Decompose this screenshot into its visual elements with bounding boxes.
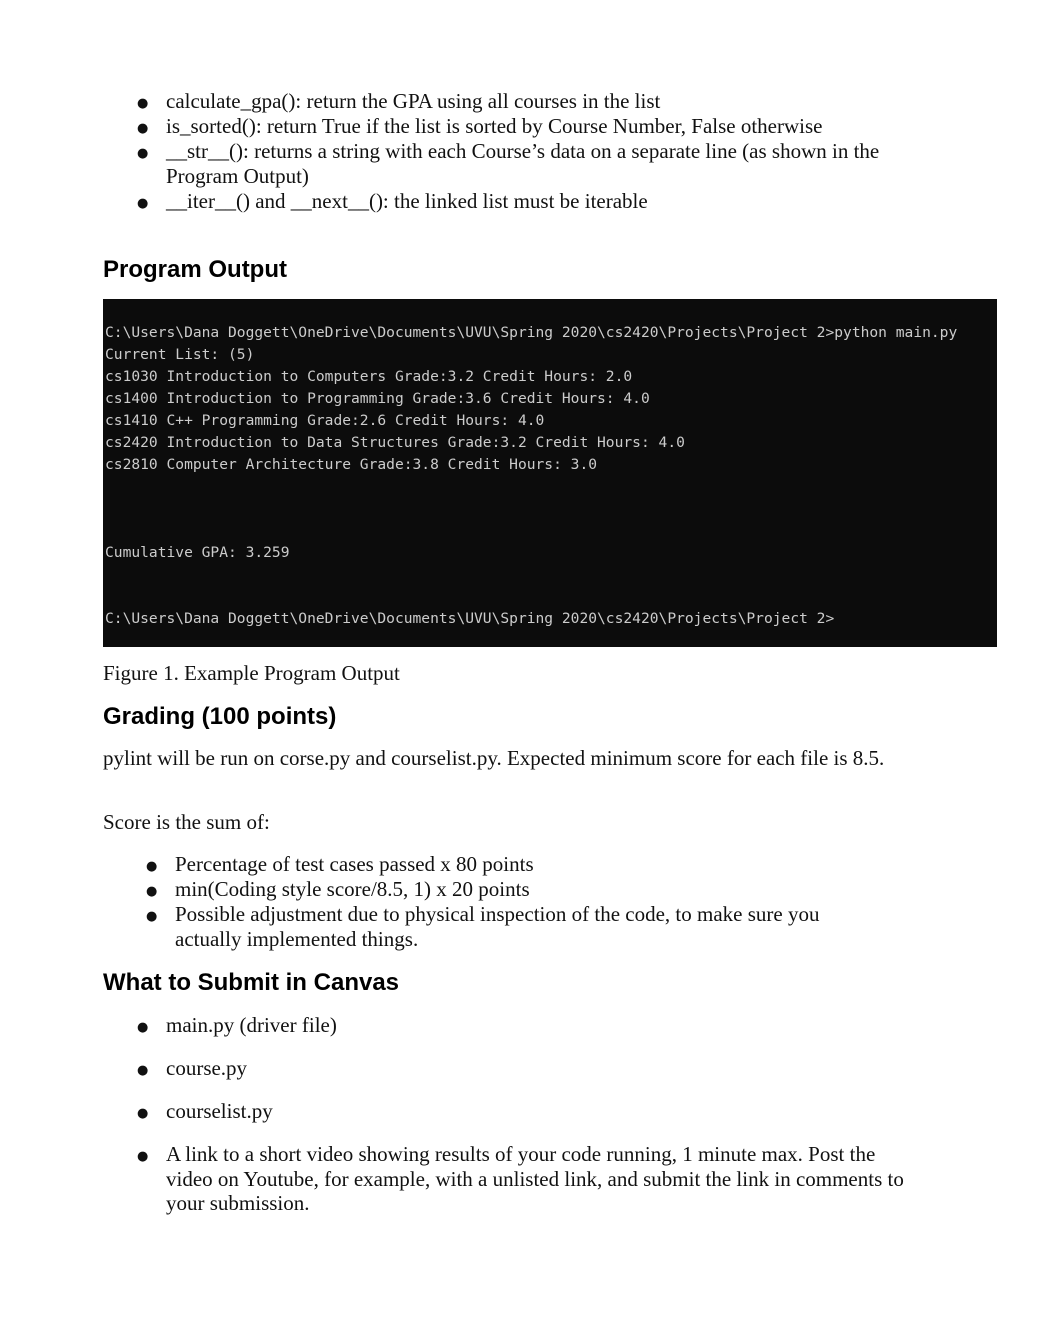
pylint-paragraph: pylint will be run on corse.py and courselist.py. Expected minimum score for each file is 8.5. [103, 746, 885, 770]
terminal-line: C:\Users\Dana Doggett\OneDrive\Documents\UVU\Spring 2020\cs2420\Projects\Project 2>python main.py [105, 324, 958, 341]
section-heading-grading: Grading (100 points) [103, 703, 337, 730]
section-heading-submit: What to Submit in Canvas [103, 969, 400, 996]
bullet-icon: ● [146, 909, 158, 924]
list-item [146, 877, 926, 902]
bullet-icon: ● [137, 1106, 149, 1121]
list-item-text: min(Coding style score/8.5, 1) x 20 points [175, 877, 530, 901]
terminal-line: cs1400 Introduction to Programming Grade:3.6 Credit Hours: 4.0 [105, 390, 650, 407]
list-item-text: Percentage of test cases passed x 80 points [175, 852, 534, 876]
list-item-text: is_sorted(): return True if the list is sorted by Course Number, False otherwise [166, 114, 823, 138]
score-intro: Score is the sum of: [103, 810, 270, 834]
list-item [146, 852, 926, 877]
terminal-line: cs1410 C++ Programming Grade:2.6 Credit Hours: 4.0 [105, 412, 545, 429]
grading-list [146, 852, 926, 951]
method-list [137, 89, 937, 214]
list-item-text: __iter__() and __next__(): the linked list must be iterable [166, 189, 648, 213]
terminal-output [103, 299, 997, 647]
list-item-text: calculate_gpa(): return the GPA using all courses in the list [166, 89, 661, 113]
list-item-text: main.py (driver file) [166, 1013, 337, 1037]
bullet-icon: ● [137, 196, 149, 211]
terminal-line: cs2810 Computer Architecture Grade:3.8 Credit Hours: 3.0 [105, 456, 598, 473]
terminal-line: cs1030 Introduction to Computers Grade:3.2 Credit Hours: 2.0 [105, 368, 633, 385]
list-item [137, 189, 937, 214]
list-item [146, 902, 885, 951]
terminal-line: cs2420 Introduction to Data Structures Grade:3.2 Credit Hours: 4.0 [105, 434, 685, 451]
terminal-line: Current List: (5) [105, 346, 255, 363]
list-item [137, 1056, 937, 1099]
bullet-icon: ● [137, 121, 149, 136]
terminal-line: Cumulative GPA: 3.259 [105, 544, 290, 561]
list-item [137, 1142, 926, 1216]
section-heading-program-output: Program Output [103, 256, 287, 283]
bullet-icon: ● [146, 859, 158, 874]
bullet-icon: ● [137, 1149, 149, 1164]
list-item [137, 89, 937, 114]
figure-caption: Figure 1. Example Program Output [103, 661, 400, 685]
bullet-icon: ● [146, 884, 158, 899]
bullet-icon: ● [137, 1063, 149, 1078]
list-item [137, 114, 937, 139]
list-item [137, 1099, 937, 1142]
list-item-text: courselist.py [166, 1099, 273, 1123]
bullet-icon: ● [137, 96, 149, 111]
bullet-icon: ● [137, 1020, 149, 1035]
list-item-text: A link to a short video showing results of your code running, 1 minute max. Post the video on Youtube, for example, with a unlisted link, and submit the link in comments to your submission. [166, 1142, 904, 1215]
terminal-line: C:\Users\Dana Doggett\OneDrive\Documents\UVU\Spring 2020\cs2420\Projects\Project 2> [105, 610, 835, 627]
list-item [137, 1013, 937, 1056]
submit-list [137, 1013, 937, 1216]
list-item-text: course.py [166, 1056, 248, 1080]
list-item-text: __str__(): returns a string with each Course’s data on a separate line (as shown in the Program Output) [166, 139, 880, 188]
list-item [137, 139, 926, 189]
list-item-text: Possible adjustment due to physical inspection of the code, to make sure you actually implemented things. [175, 902, 820, 951]
bullet-icon: ● [137, 146, 149, 161]
